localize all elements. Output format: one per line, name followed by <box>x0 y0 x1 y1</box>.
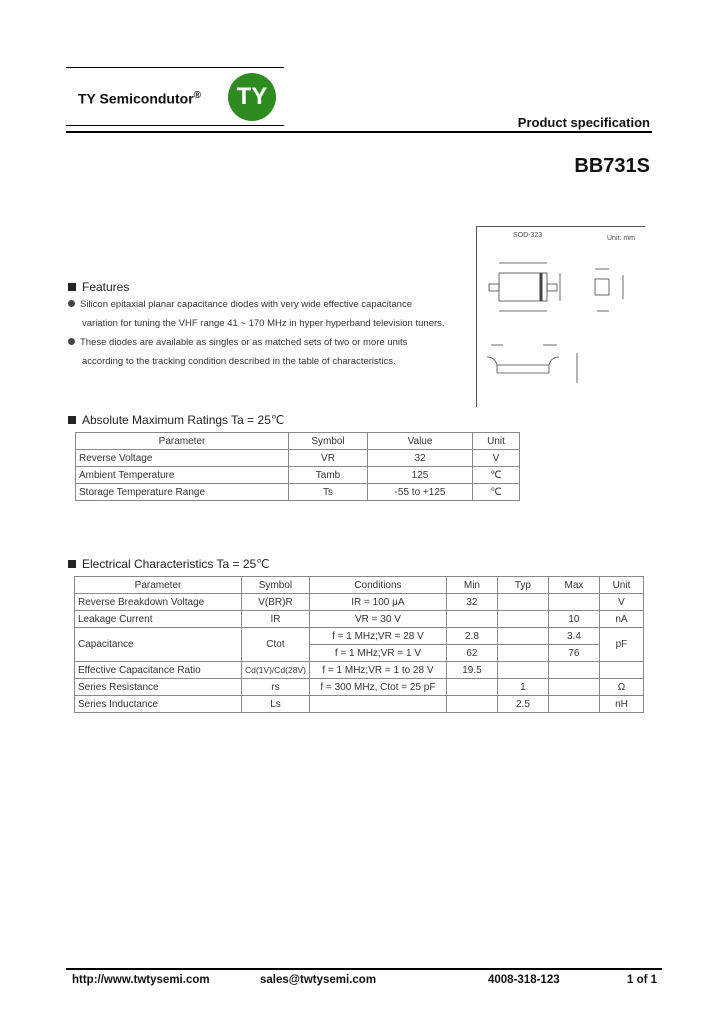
cell-conditions: f = 1 MHz;VR = 1 V <box>309 645 446 662</box>
cell-typ: 1 <box>497 679 548 696</box>
cell-symbol: Ts <box>289 484 368 501</box>
cell-unit: nH <box>599 696 643 713</box>
elec-char-table <box>74 576 644 713</box>
cell-conditions <box>309 696 446 713</box>
product-specification-label: Product specification <box>517 115 650 130</box>
cell-unit <box>599 662 643 679</box>
col-header-min: Min <box>446 577 497 594</box>
cell-parameter: Effective Capacitance Ratio <box>75 662 242 679</box>
product-spec-rule <box>66 131 652 133</box>
col-header-parameter: Parameter <box>75 577 242 594</box>
table-row <box>75 662 644 679</box>
col-header-unit: Unit <box>599 577 643 594</box>
cell-parameter: Capacitance <box>75 628 242 662</box>
cell-typ <box>497 662 548 679</box>
col-header-symbol: Symbol <box>242 577 310 594</box>
cell-min: 2.8 <box>446 628 497 645</box>
cell-min: 32 <box>446 594 497 611</box>
cell-parameter: Series Inductance <box>75 696 242 713</box>
table-header-row <box>76 433 520 450</box>
cell-typ <box>497 645 548 662</box>
table-row <box>76 450 520 467</box>
cell-min <box>446 611 497 628</box>
cell-min: 62 <box>446 645 497 662</box>
cell-symbol: IR <box>242 611 310 628</box>
cell-value: 32 <box>368 450 473 467</box>
cell-min <box>446 679 497 696</box>
cell-conditions: IR = 100 μA <box>309 594 446 611</box>
cell-symbol: Ctot <box>242 628 310 662</box>
cell-max: 10 <box>548 611 599 628</box>
col-header-parameter: Parameter <box>76 433 289 450</box>
table-row <box>75 628 644 645</box>
header-top-rule <box>66 67 284 68</box>
abs-max-square-bullet <box>68 416 76 424</box>
col-header-symbol: Symbol <box>289 433 368 450</box>
cell-symbol: Tamb <box>289 467 368 484</box>
footer-rule <box>66 968 662 970</box>
feature-text: These diodes are available as singles or as matched sets of two or more units <box>80 337 408 348</box>
company-name <box>78 90 201 107</box>
cell-conditions: f = 300 MHz, Ctot = 25 pF <box>309 679 446 696</box>
feature-item-2-line-2: according to the tracking condition described in the table of characteristics. <box>82 356 396 367</box>
abs-max-title: Absolute Maximum Ratings Ta = 25℃ <box>82 413 285 427</box>
cell-parameter: Series Resistance <box>75 679 242 696</box>
features-title: Features <box>82 280 130 294</box>
table-row <box>76 467 520 484</box>
cell-min: 19.5 <box>446 662 497 679</box>
elec-char-heading <box>68 557 270 571</box>
cell-conditions: VR = 30 V <box>309 611 446 628</box>
company-logo: TY <box>228 73 276 121</box>
table-row <box>75 679 644 696</box>
cell-symbol: rs <box>242 679 310 696</box>
cell-max <box>548 662 599 679</box>
cell-value: -55 to +125 <box>368 484 473 501</box>
cell-max: 76 <box>548 645 599 662</box>
cell-parameter: Storage Temperature Range <box>76 484 289 501</box>
cell-max <box>548 594 599 611</box>
elec-char-square-bullet <box>68 560 76 568</box>
cell-max <box>548 696 599 713</box>
cell-symbol: Ls <box>242 696 310 713</box>
cell-symbol: V(BR)R <box>242 594 310 611</box>
footer-phone: 4008-318-123 <box>488 974 560 986</box>
package-outline-drawing <box>476 226 645 407</box>
cell-unit: V <box>473 450 520 467</box>
registered-mark: ® <box>193 90 202 101</box>
cell-typ <box>497 611 548 628</box>
feature-item-1-line-1 <box>68 299 412 310</box>
cell-unit: nA <box>599 611 643 628</box>
company-name-text: TY Semicondutor <box>78 90 194 107</box>
abs-max-heading <box>68 413 284 427</box>
cell-parameter: Leakage Current <box>75 611 242 628</box>
cell-max <box>548 679 599 696</box>
table-header-row <box>75 577 644 594</box>
cell-symbol: Cd(1V)/Cd(28V) <box>242 662 310 679</box>
cell-unit: pF <box>599 628 643 662</box>
package-drawing-svg <box>477 227 645 407</box>
package-name: SOD-323 <box>513 232 543 239</box>
bullet-dot <box>68 300 75 307</box>
cell-typ <box>497 594 548 611</box>
bullet-dot <box>68 338 75 345</box>
footer-website-link[interactable]: http://www.twtysemi.com <box>72 974 210 986</box>
cell-parameter: Ambient Temperature <box>76 467 289 484</box>
elec-char-title: Electrical Characteristics Ta = 25℃ <box>82 557 270 571</box>
header-bottom-rule <box>66 125 284 126</box>
col-header-conditions: Conditions <box>309 577 446 594</box>
col-header-value: Value <box>368 433 473 450</box>
cell-symbol: VR <box>289 450 368 467</box>
footer-email-link[interactable]: sales@twtysemi.com <box>260 974 377 986</box>
abs-max-table <box>75 432 520 501</box>
feature-item-2-line-1 <box>68 337 407 348</box>
cell-parameter: Reverse Voltage <box>76 450 289 467</box>
table-row <box>76 484 520 501</box>
feature-text: Silicon epitaxial planar capacitance diodes with very wide effective capacitance <box>80 299 412 310</box>
cell-parameter: Reverse Breakdown Voltage <box>75 594 242 611</box>
cell-value: 125 <box>368 467 473 484</box>
col-header-typ: Typ <box>497 577 548 594</box>
cell-unit: ℃ <box>473 467 520 484</box>
cell-typ: 2.5 <box>497 696 548 713</box>
cell-unit: V <box>599 594 643 611</box>
cell-conditions: f = 1 MHz;VR = 28 V <box>309 628 446 645</box>
cell-max: 3.4 <box>548 628 599 645</box>
cell-min <box>446 696 497 713</box>
cell-typ <box>497 628 548 645</box>
table-row <box>75 696 644 713</box>
unit-note: Unit: mm <box>607 235 635 242</box>
col-header-max: Max <box>548 577 599 594</box>
features-heading <box>68 280 129 294</box>
footer-page-number: 1 of 1 <box>627 974 658 986</box>
cell-unit: ℃ <box>473 484 520 501</box>
feature-item-1-line-2: variation for tuning the VHF range 41 ~ 170 MHz in hyper hyperband television tuners. <box>82 318 445 329</box>
cell-unit: Ω <box>599 679 643 696</box>
table-row <box>75 611 644 628</box>
features-square-bullet <box>68 283 76 291</box>
table-row <box>75 594 644 611</box>
col-header-unit: Unit <box>473 433 520 450</box>
cell-conditions: f = 1 MHz;VR = 1 to 28 V <box>309 662 446 679</box>
part-number: BB731S <box>574 155 650 177</box>
